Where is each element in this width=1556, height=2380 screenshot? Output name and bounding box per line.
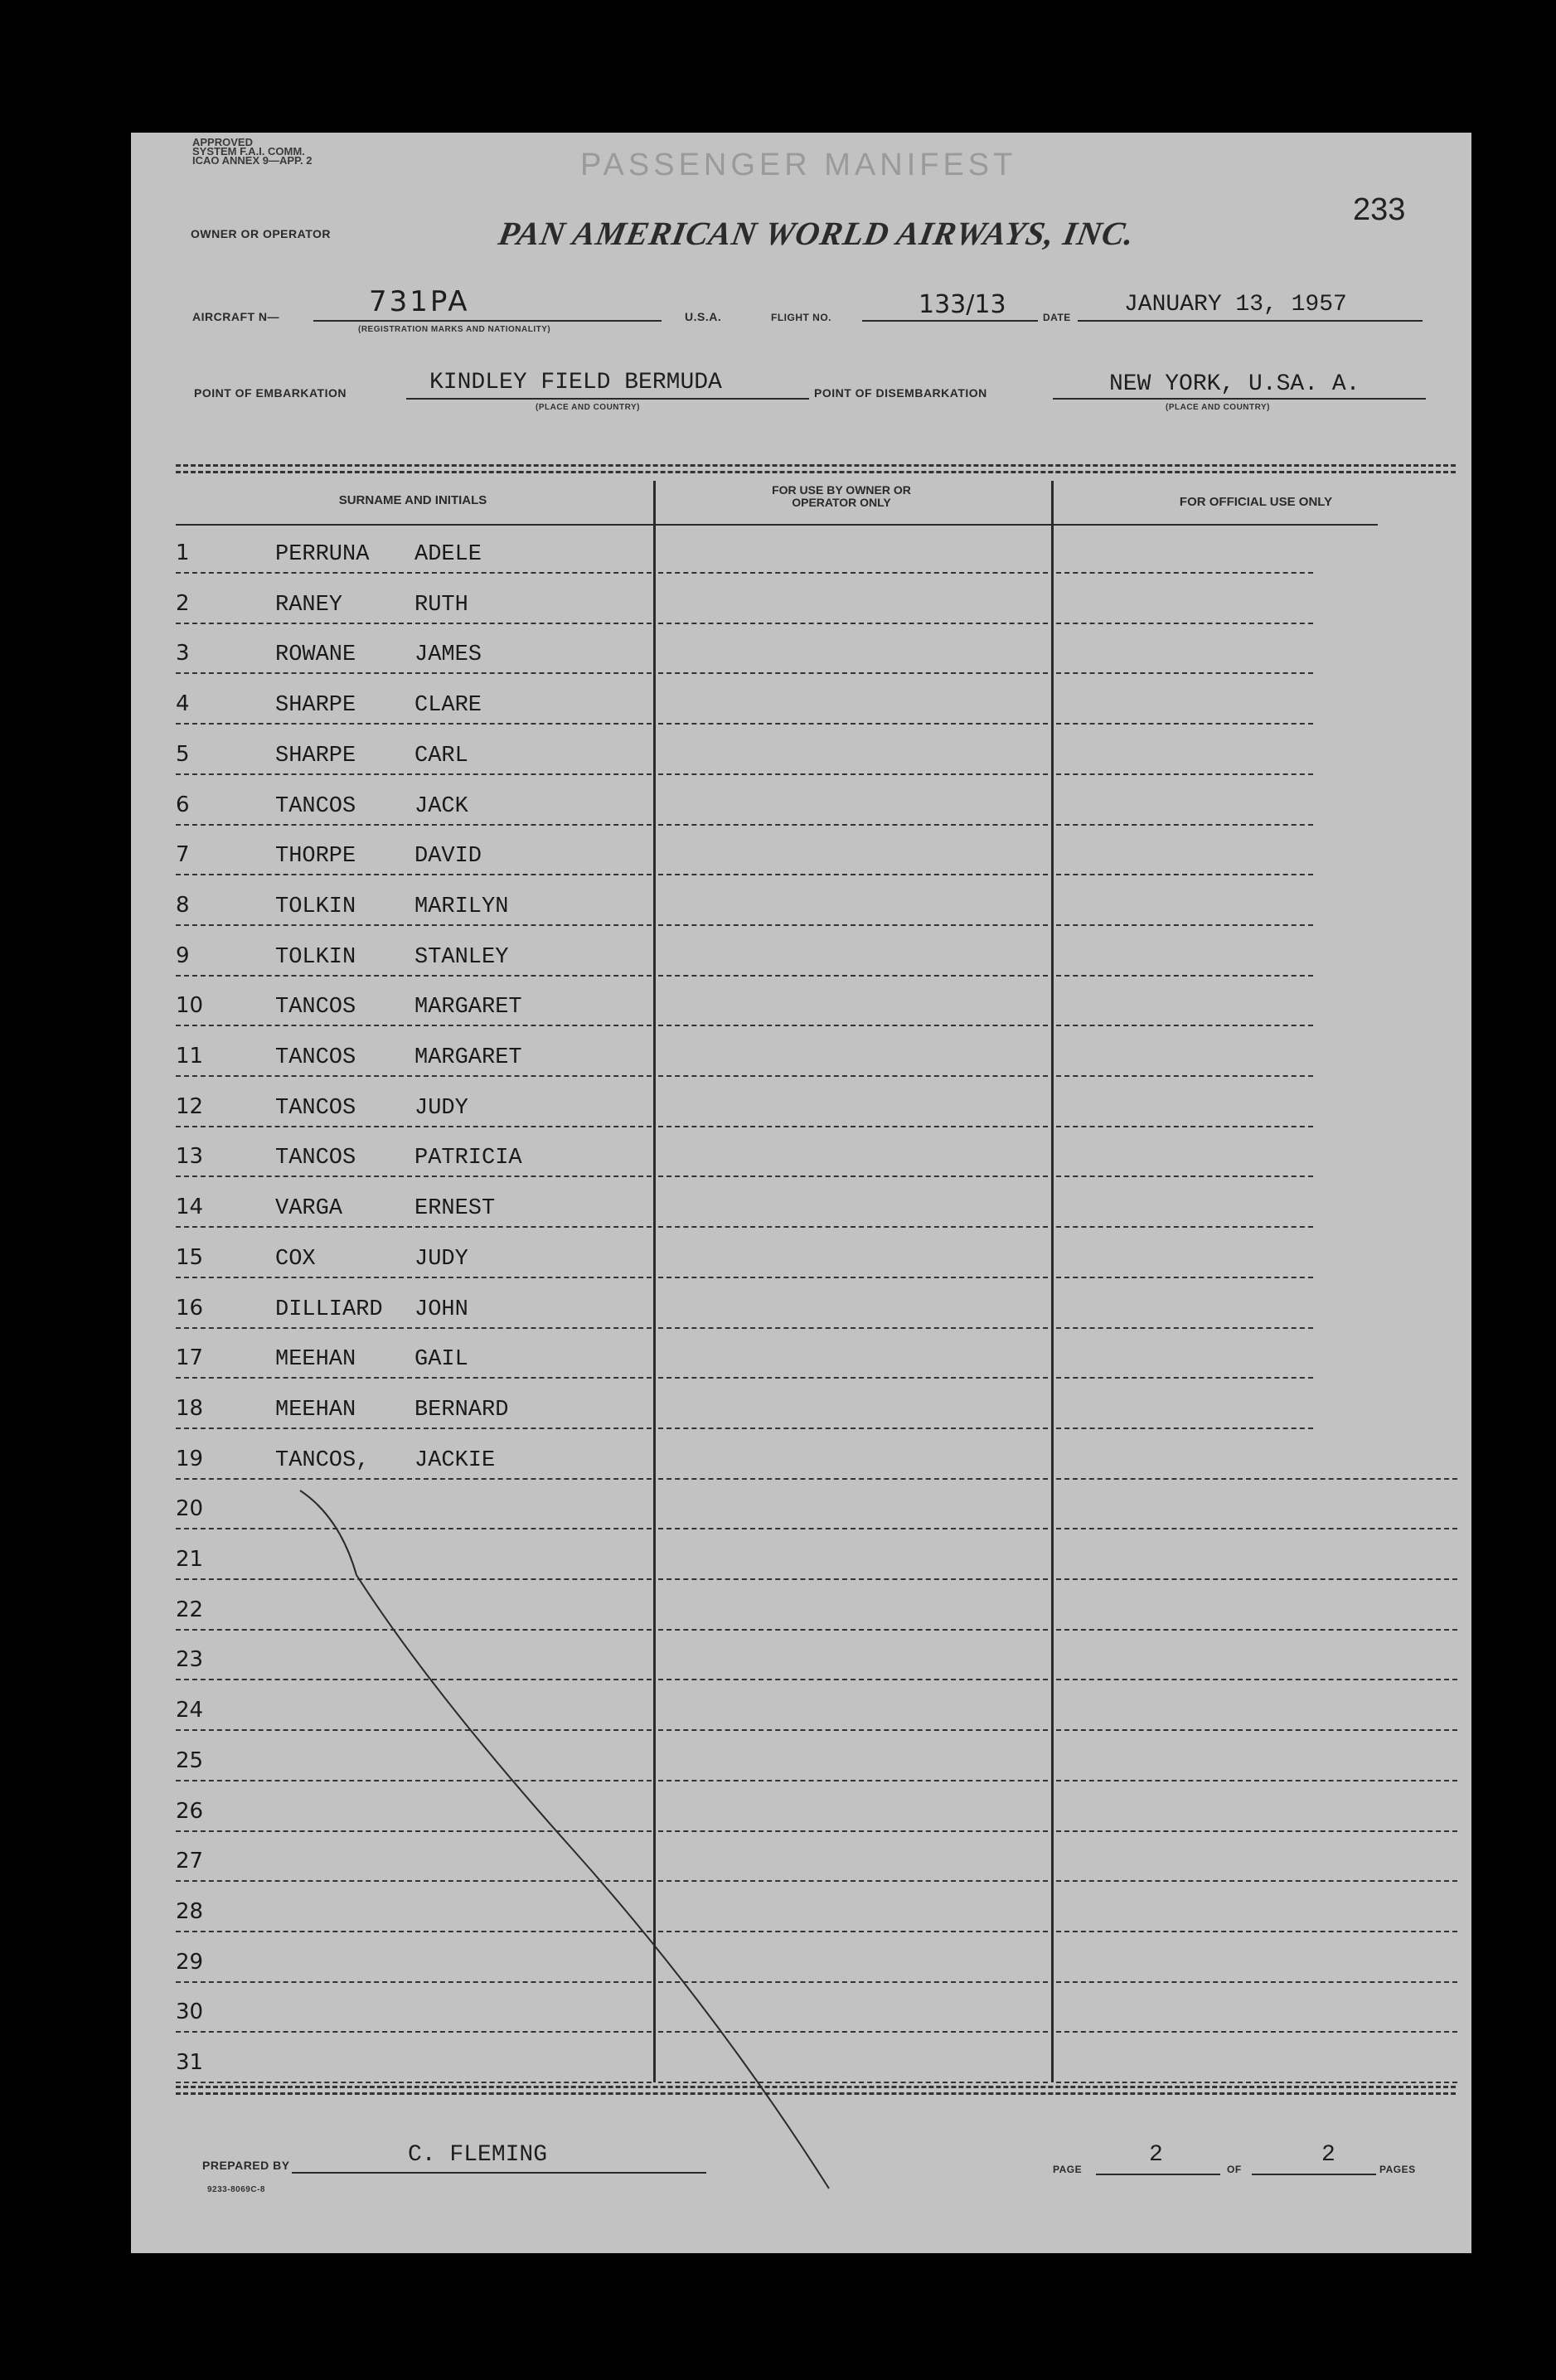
passenger-surname: TANCOS: [275, 995, 356, 1020]
form-title: PASSENGER MANIFEST: [580, 148, 1017, 182]
disembarkation-label: POINT OF DISEMBARKATION: [814, 386, 987, 400]
pages-label: PAGES: [1379, 2164, 1416, 2175]
passenger-surname: TANCOS: [275, 1045, 356, 1070]
row-number: 6: [176, 792, 190, 817]
passenger-surname: VARGA: [275, 1196, 343, 1222]
passenger-given-name: MARGARET: [414, 995, 522, 1020]
row-number: 19: [176, 1446, 204, 1471]
passenger-surname: MEEHAN: [275, 1347, 356, 1373]
passenger-surname: PERRUNA: [275, 542, 370, 567]
passenger-surname: TOLKIN: [275, 894, 356, 919]
passenger-given-name: DAVID: [414, 844, 482, 870]
passenger-surname: TANCOS,: [275, 1447, 370, 1473]
form-number: 9233-8069C-8: [207, 2185, 265, 2194]
row-number: 11: [176, 1044, 204, 1069]
row-number: 12: [176, 1093, 204, 1119]
date-value: JANUARY 13, 1957: [1124, 292, 1347, 317]
row-number: 22: [176, 1597, 204, 1622]
passenger-given-name: MARGARET: [414, 1045, 522, 1070]
embarkation-label: POINT OF EMBARKATION: [194, 386, 347, 400]
row-number: 16: [176, 1295, 204, 1321]
col-owner-header: FOR USE BY OWNER OR OPERATOR ONLY: [772, 483, 911, 509]
row-number: 29: [176, 1949, 204, 1975]
row-number: 1: [176, 540, 190, 565]
prepared-by-value: C. FLEMING: [408, 2142, 548, 2168]
stamp-line: SYSTEM F.A.I. COMM.: [192, 145, 305, 158]
row-number: 4: [176, 691, 190, 717]
col-surname-header: SURNAME AND INITIALS: [338, 493, 487, 507]
disembarkation-caption: (PLACE AND COUNTRY): [1166, 403, 1270, 412]
passenger-surname: ROWANE: [275, 642, 356, 668]
owner-label: OWNER OR OPERATOR: [191, 227, 331, 240]
row-number: 3: [176, 641, 190, 666]
stamp-line: ICAO ANNEX 9—APP. 2: [192, 154, 313, 167]
row-number: 28: [176, 1898, 204, 1924]
row-number: 18: [176, 1395, 204, 1421]
embarkation-value: KINDLEY FIELD BERMUDA: [429, 370, 722, 395]
row-number: 8: [176, 892, 190, 918]
passenger-given-name: CLARE: [414, 693, 482, 719]
passenger-given-name: STANLEY: [414, 944, 509, 970]
disembarkation-value: NEW YORK, U.SA. A.: [1109, 371, 1360, 397]
passenger-surname: SHARPE: [275, 743, 356, 768]
passenger-given-name: GAIL: [414, 1347, 468, 1373]
passenger-given-name: CARL: [414, 743, 468, 768]
aircraft-value: 731PA: [369, 285, 470, 318]
passenger-given-name: BERNARD: [414, 1397, 509, 1423]
row-number: 26: [176, 1798, 204, 1824]
passenger-given-name: PATRICIA: [414, 1146, 522, 1171]
passenger-given-name: RUTH: [414, 592, 468, 618]
passenger-surname: TOLKIN: [275, 944, 356, 970]
passenger-given-name: ADELE: [414, 542, 482, 567]
passenger-surname: RANEY: [275, 592, 343, 618]
row-number: 15: [176, 1244, 204, 1270]
of-label: OF: [1227, 2164, 1242, 2175]
row-number: 17: [176, 1345, 204, 1371]
row-number: 27: [176, 1849, 204, 1874]
page-value: 2: [1149, 2142, 1163, 2168]
aircraft-label: AIRCRAFT N—: [192, 310, 280, 323]
page-underline: [1096, 2174, 1220, 2175]
embarkation-caption: (PLACE AND COUNTRY): [536, 403, 640, 412]
row-number: 10: [176, 993, 204, 1019]
passenger-given-name: JOHN: [414, 1297, 468, 1322]
row-number: 9: [176, 943, 190, 968]
passenger-surname: COX: [275, 1246, 316, 1272]
passenger-surname: TANCOS: [275, 1095, 356, 1121]
passenger-given-name: JACKIE: [414, 1447, 496, 1473]
flight-label: FLIGHT NO.: [771, 312, 831, 323]
passenger-given-name: JUDY: [414, 1246, 468, 1272]
passenger-surname: DILLIARD: [275, 1297, 383, 1322]
passenger-given-name: JAMES: [414, 642, 482, 668]
row-number: 7: [176, 842, 190, 868]
row-number: 23: [176, 1647, 204, 1673]
row-number: 5: [176, 741, 190, 767]
row-number: 21: [176, 1547, 204, 1572]
col-official-header: FOR OFFICIAL USE ONLY: [1179, 495, 1333, 509]
passenger-surname: MEEHAN: [275, 1397, 356, 1423]
passenger-surname: SHARPE: [275, 693, 356, 719]
passenger-given-name: ERNEST: [414, 1196, 496, 1222]
usa-label: U.S.A.: [685, 310, 722, 323]
date-label: DATE: [1043, 312, 1071, 323]
flight-value: 133/13: [919, 290, 1006, 319]
stamp-line: APPROVED: [192, 136, 253, 148]
registration-caption: (REGISTRATION MARKS AND NATIONALITY): [358, 325, 551, 334]
row-number: 2: [176, 590, 190, 616]
airline-name: PAN AMERICAN WORLD AIRWAYS, INC.: [496, 215, 1138, 252]
pages-total-value: 2: [1321, 2142, 1335, 2168]
row-number: 14: [176, 1195, 204, 1220]
page-label: PAGE: [1053, 2164, 1083, 2175]
row-number: 24: [176, 1698, 204, 1723]
row-number: 13: [176, 1144, 204, 1170]
of-underline: [1252, 2174, 1376, 2175]
row-number: 25: [176, 1747, 204, 1773]
passenger-given-name: JACK: [414, 793, 468, 819]
row-number: 31: [176, 2050, 204, 2075]
passenger-surname: TANCOS: [275, 1146, 356, 1171]
passenger-given-name: JUDY: [414, 1095, 468, 1121]
passenger-given-name: MARILYN: [414, 894, 509, 919]
prepared-by-label: PREPARED BY: [202, 2159, 290, 2172]
passenger-surname: TANCOS: [275, 793, 356, 819]
row-number: 30: [176, 1999, 204, 2025]
row-number: 20: [176, 1496, 204, 1522]
page-number: 233: [1353, 192, 1406, 227]
passenger-surname: THORPE: [275, 844, 356, 870]
prepared-by-underline: [292, 2172, 706, 2174]
